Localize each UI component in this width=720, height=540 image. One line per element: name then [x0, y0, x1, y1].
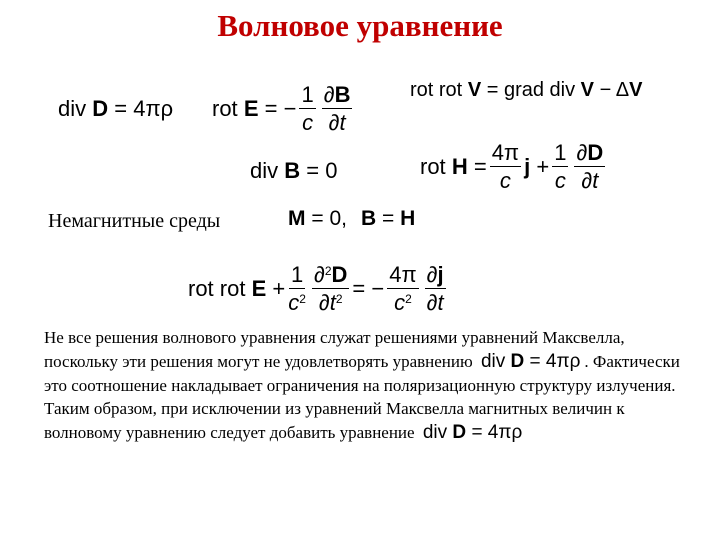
eq-text: ∂: [576, 140, 588, 165]
eq-text: = grad div: [486, 79, 576, 101]
fraction: [299, 84, 315, 134]
eq-text: = −: [264, 96, 297, 121]
eq-vector: H: [400, 207, 416, 230]
eq-text: ∂t: [328, 110, 346, 135]
fraction: $\frac{4\pi}{c^2}$: [389, 262, 417, 315]
paragraph-text: . Фактически это соотношение накладывает ограничения на поляризационную структуру излучения. Таким образом, при исключении из уравнений Максвелла магнитных величин к волновому уравнению следует добавить уравнение: [44, 351, 680, 443]
eq-text: 1: [290, 262, 304, 287]
eq-text: ∂: [426, 262, 438, 287]
eq-vector: D: [92, 96, 109, 121]
fraction: [552, 142, 568, 192]
eq-vector: j: [524, 154, 531, 179]
eq-vector: H: [451, 154, 468, 179]
eq-text: ∂: [313, 262, 325, 287]
eq-text: div: [422, 422, 448, 444]
eq-text: rot: [212, 96, 238, 121]
fraction: [425, 264, 446, 314]
eq-vector: j: [437, 262, 444, 287]
eq-vector: D: [452, 422, 467, 444]
eq-text: rot: [420, 154, 446, 179]
equation-wave: [188, 264, 449, 314]
eq-text: +: [536, 154, 550, 179]
eq-text: +: [272, 276, 286, 301]
eq-vector: D: [587, 140, 604, 165]
eq-text: ∂t: [581, 168, 599, 193]
equation-rot-e: [212, 84, 355, 134]
eq-text: = 0,: [311, 207, 347, 230]
eq-text: = −: [352, 276, 385, 301]
eq-vector: B: [360, 207, 377, 230]
eq-text: 4π: [389, 262, 417, 287]
eq-vector: V: [629, 79, 643, 101]
eq-text: =: [381, 207, 395, 230]
eq-text: ∂: [323, 82, 335, 107]
eq-text: c: [302, 110, 314, 135]
eq-vector: E: [251, 276, 267, 301]
eq-vector: M: [288, 207, 306, 230]
fraction: [490, 142, 521, 192]
eq-vector: V: [467, 79, 482, 101]
equation-rot-h: [420, 142, 608, 192]
fraction: [574, 142, 605, 192]
eq-vector: V: [580, 79, 595, 101]
eq-vector: D: [510, 350, 525, 372]
inline-equation: [481, 350, 580, 374]
eq-text: =: [473, 154, 487, 179]
eq-text: = 4πρ: [471, 422, 523, 444]
inline-equation: [423, 421, 522, 445]
explanation-paragraph: [44, 326, 694, 445]
eq-text: 1: [301, 82, 314, 107]
eq-text: rot rot: [188, 276, 246, 301]
page-title: Волновое уравнение: [217, 8, 503, 43]
eq-text: div: [480, 350, 506, 372]
eq-text: = 4πρ: [114, 96, 174, 121]
equation-rot-rot-v: [410, 80, 642, 100]
eq-vector: D: [331, 262, 348, 287]
equation-nonmagnetic: [288, 208, 415, 229]
nonmagnetic-label: Немагнитные среды: [48, 210, 221, 232]
eq-text: ∂t: [318, 290, 336, 315]
paragraph-text: Не все решения волнового уравнения служат решениями уравнений Максвелла, поскольку эти решения могут не удовлетворять уравнению: [44, 328, 625, 371]
equation-div-d: [58, 98, 173, 120]
equation-div-b: [250, 160, 337, 182]
eq-text: 1: [554, 140, 567, 165]
eq-text: div: [58, 96, 87, 121]
eq-text: c: [288, 290, 300, 315]
fraction: $\frac{1}{c^2}$: [288, 262, 306, 315]
eq-text: rot rot: [410, 79, 463, 101]
eq-text: 4π: [491, 140, 520, 165]
eq-text: c: [499, 168, 511, 193]
eq-text: c: [554, 168, 566, 193]
eq-vector: E: [243, 96, 259, 121]
eq-text: = 0: [306, 158, 338, 183]
eq-vector: B: [284, 158, 301, 183]
eq-text: − Δ: [599, 79, 630, 101]
eq-text: div: [250, 158, 279, 183]
eq-text: c: [394, 290, 406, 315]
eq-text: = 4πρ: [529, 350, 581, 372]
eq-vector: B: [334, 82, 351, 107]
eq-text: ∂t: [426, 290, 444, 315]
fraction: [322, 84, 353, 134]
fraction: $\frac{\partial^2D}{\partial t^2}$: [313, 262, 348, 315]
